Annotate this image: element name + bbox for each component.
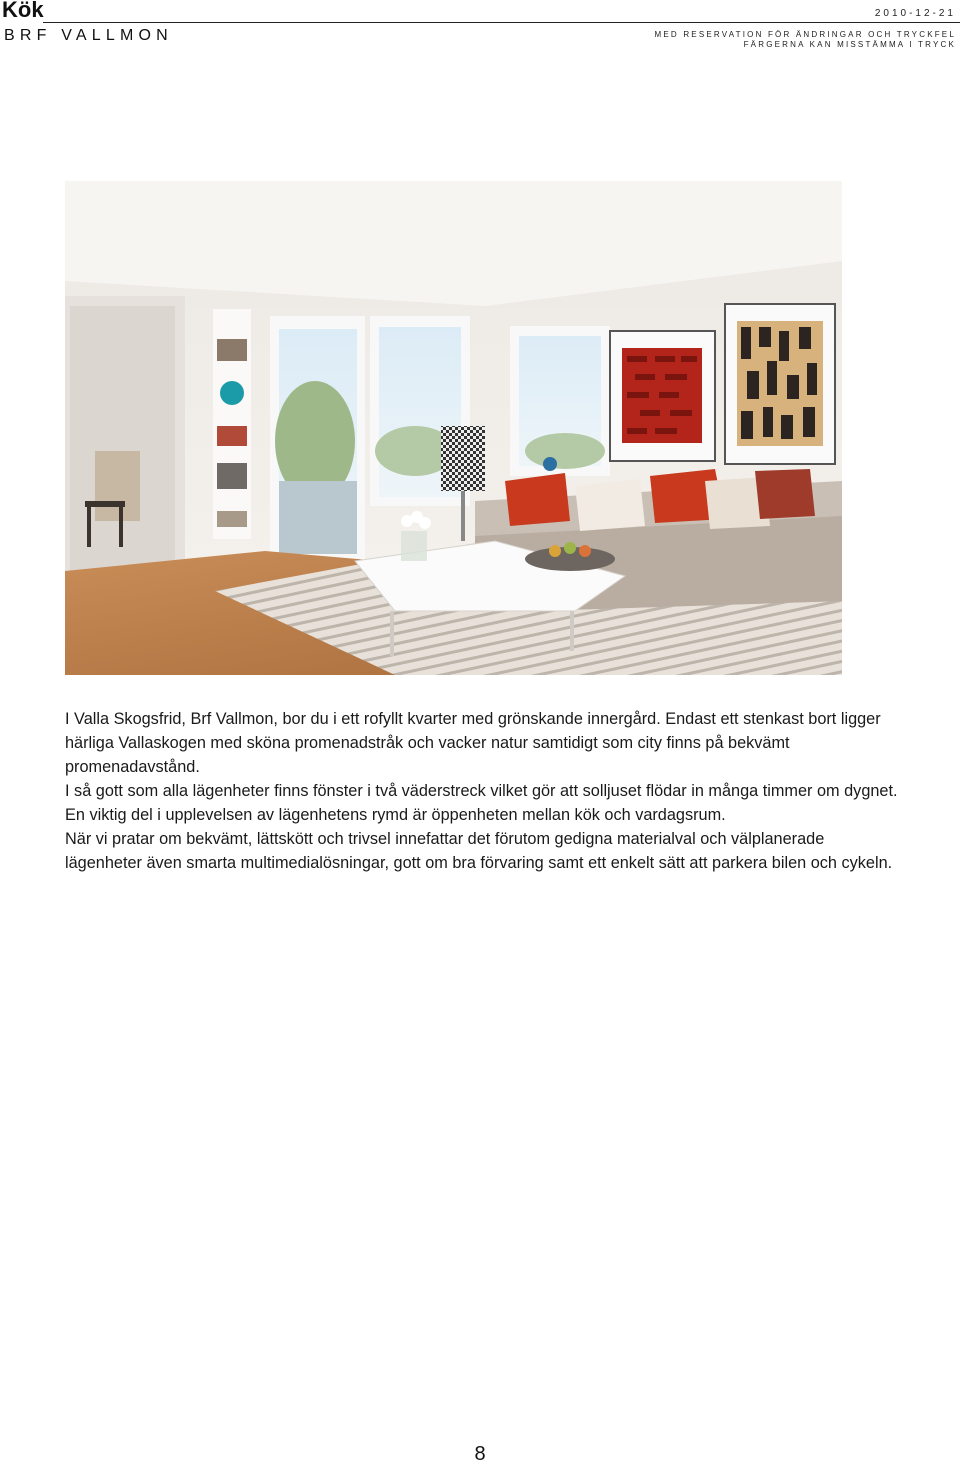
body-paragraph: I Valla Skogsfrid, Brf Vallmon, bor du i ett rofyllt kvarter med grönskande innergård. Endast ett stenkast bort ligger härliga Vallaskogen med sköna promenadstråk och vacker natur samtidigt som city finns på bekvämt promenadavstånd. — [65, 710, 881, 776]
disclaimer — [655, 30, 956, 50]
disclaimer-line: FÄRGERNA KAN MISSTÄMMA I TRYCK — [743, 40, 956, 49]
brand-name: BRF VALLMON — [4, 27, 173, 44]
page-number: 8 — [474, 1443, 486, 1465]
body-paragraph: I så gott som alla lägenheter finns fönster i två väderstreck vilket gör att solljuset flödar in många timmer om dygnet. En viktig del i upplevelsen av lägenhetens rymd är öppenheten mellan kök och vardagsrum. — [65, 782, 898, 824]
body-text — [65, 707, 905, 875]
page-title: Kök — [2, 0, 44, 22]
document-date: 2010-12-21 — [874, 8, 956, 19]
header-divider — [43, 22, 960, 23]
body-paragraph: När vi pratar om bekvämt, lättskött och trivsel innefattar det förutom gedigna materialval och välplanerade lägenheter även smarta multimedialösningar, gott om bra förvaring samt ett enkelt sätt att parkera bilen och cykeln. — [65, 830, 893, 872]
disclaimer-line: MED RESERVATION FÖR ÄNDRINGAR OCH TRYCKFEL — [654, 30, 956, 39]
living-room-rendering-image — [65, 181, 842, 675]
living-room-photo — [65, 181, 842, 675]
